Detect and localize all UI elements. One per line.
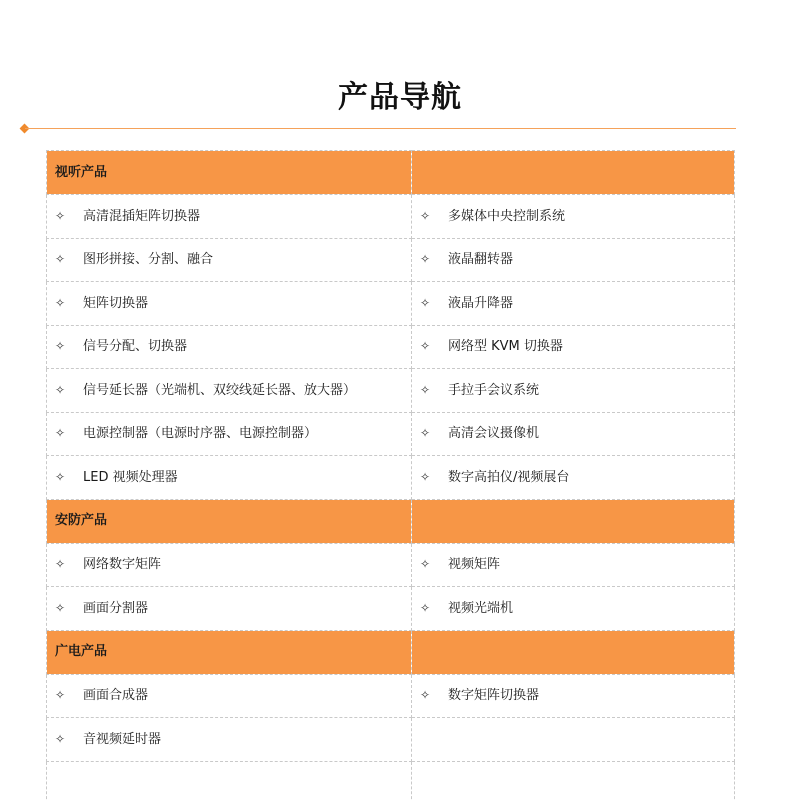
product-cell[interactable] <box>47 412 412 456</box>
table-row <box>47 369 735 413</box>
four-point-star-icon: ✧ <box>55 557 66 572</box>
four-point-star-icon: ✧ <box>420 252 431 267</box>
product-link[interactable]: 数字矩阵切换器 <box>448 688 540 704</box>
section-header-broadcast <box>47 630 735 674</box>
product-link[interactable]: 多媒体中央控制系统 <box>448 208 566 224</box>
product-link[interactable]: 网络型 KVM 切换器 <box>448 339 563 355</box>
product-cell[interactable] <box>47 325 412 369</box>
product-link[interactable]: 手拉手会议系统 <box>448 382 540 398</box>
four-point-star-icon: ✧ <box>55 382 66 397</box>
four-point-star-icon: ✧ <box>420 339 431 354</box>
four-point-star-icon: ✧ <box>55 731 66 746</box>
table-row <box>47 718 735 762</box>
table-row <box>47 195 735 239</box>
section-header-blank <box>412 499 735 543</box>
section-header-blank <box>412 630 735 674</box>
empty-cell <box>412 718 735 762</box>
page-title: 产品导航 <box>338 80 462 115</box>
four-point-star-icon: ✧ <box>55 688 66 703</box>
product-link[interactable]: 液晶升降器 <box>448 295 514 311</box>
product-link[interactable]: 电源控制器（电源时序器、电源控制器） <box>83 426 318 442</box>
table-row-empty <box>47 761 735 800</box>
product-link[interactable]: 视频光端机 <box>448 600 514 616</box>
product-cell[interactable] <box>412 195 735 239</box>
four-point-star-icon: ✧ <box>55 600 66 615</box>
four-point-star-icon: ✧ <box>420 688 431 703</box>
four-point-star-icon: ✧ <box>420 295 431 310</box>
table-row <box>47 412 735 456</box>
product-link[interactable]: 高清会议摄像机 <box>448 426 540 442</box>
product-link[interactable]: 高清混插矩阵切换器 <box>83 208 201 224</box>
product-link[interactable]: 网络数字矩阵 <box>83 557 162 573</box>
product-cell[interactable] <box>47 456 412 500</box>
table-row <box>47 456 735 500</box>
four-point-star-icon: ✧ <box>55 426 66 441</box>
section-header-blank <box>412 151 735 195</box>
product-link[interactable]: 数字高拍仪/视频展台 <box>448 469 570 485</box>
product-cell[interactable] <box>47 674 412 718</box>
product-link[interactable]: 视频矩阵 <box>448 557 501 573</box>
product-cell[interactable] <box>47 195 412 239</box>
product-cell[interactable] <box>412 325 735 369</box>
four-point-star-icon: ✧ <box>55 208 66 223</box>
product-cell[interactable] <box>47 369 412 413</box>
title-divider <box>25 128 736 129</box>
product-link[interactable]: 信号分配、切换器 <box>83 339 188 355</box>
product-link[interactable]: 音视频延时器 <box>83 731 162 747</box>
product-cell[interactable] <box>47 543 412 587</box>
section-title: 广电产品 <box>47 630 412 674</box>
four-point-star-icon: ✧ <box>55 339 66 354</box>
table-row <box>47 325 735 369</box>
product-cell[interactable] <box>47 718 412 762</box>
empty-cell <box>47 761 412 800</box>
product-cell[interactable] <box>412 282 735 326</box>
product-cell[interactable] <box>47 282 412 326</box>
table-row <box>47 543 735 587</box>
product-cell[interactable] <box>412 674 735 718</box>
product-link[interactable]: 液晶翻转器 <box>448 252 514 268</box>
product-link[interactable]: LED 视频处理器 <box>83 469 178 485</box>
section-title: 视听产品 <box>47 151 412 195</box>
four-point-star-icon: ✧ <box>420 382 431 397</box>
four-point-star-icon: ✧ <box>55 469 66 484</box>
product-link[interactable]: 图形拼接、分割、融合 <box>83 252 214 268</box>
product-link[interactable]: 画面合成器 <box>83 688 149 704</box>
four-point-star-icon: ✧ <box>420 469 431 484</box>
four-point-star-icon: ✧ <box>55 295 66 310</box>
product-nav-table <box>46 150 735 800</box>
product-link[interactable]: 矩阵切换器 <box>83 295 149 311</box>
table-row <box>47 674 735 718</box>
product-link[interactable]: 画面分割器 <box>83 600 149 616</box>
four-point-star-icon: ✧ <box>55 252 66 267</box>
four-point-star-icon: ✧ <box>420 426 431 441</box>
product-cell[interactable] <box>412 456 735 500</box>
product-cell[interactable] <box>412 543 735 587</box>
section-header-security <box>47 499 735 543</box>
product-cell[interactable] <box>412 587 735 631</box>
product-cell[interactable] <box>412 412 735 456</box>
section-title: 安防产品 <box>47 499 412 543</box>
four-point-star-icon: ✧ <box>420 600 431 615</box>
table-row <box>47 587 735 631</box>
product-cell[interactable] <box>47 238 412 282</box>
table-row <box>47 238 735 282</box>
four-point-star-icon: ✧ <box>420 208 431 223</box>
four-point-star-icon: ✧ <box>420 557 431 572</box>
product-link[interactable]: 信号延长器（光端机、双绞线延长器、放大器） <box>83 382 357 398</box>
product-cell[interactable] <box>412 238 735 282</box>
product-cell[interactable] <box>412 369 735 413</box>
empty-cell <box>412 761 735 800</box>
product-cell[interactable] <box>47 587 412 631</box>
table-row <box>47 282 735 326</box>
section-header-audiovisual <box>47 151 735 195</box>
